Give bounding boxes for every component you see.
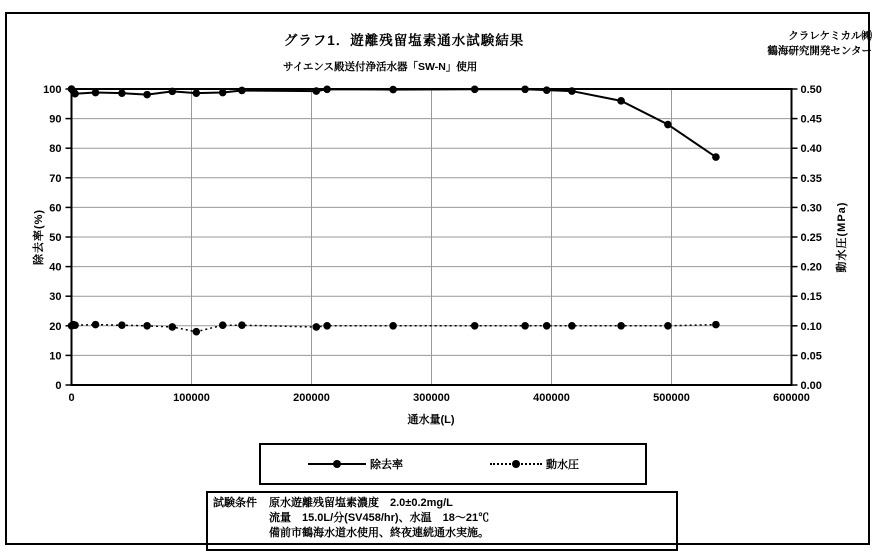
data-point-marker xyxy=(664,322,672,330)
data-point-marker xyxy=(712,153,720,161)
x-tick-label: 500000 xyxy=(653,392,690,404)
chart-title: グラフ1．遊離残留塩素通水試験結果 xyxy=(283,33,525,48)
test-conditions-text xyxy=(269,496,489,546)
x-tick-label: 600000 xyxy=(773,392,810,404)
chart-subtitle: サイエンス殿送付浄活水器「SW-N」使用 xyxy=(283,61,478,73)
legend xyxy=(259,443,647,485)
data-point-marker xyxy=(389,86,397,94)
data-point-marker xyxy=(471,322,479,330)
condition-line-2: 流量 15.0L/分(SV458/hr)、水温 18～21℃ xyxy=(269,512,490,524)
data-point-marker xyxy=(664,121,672,129)
x-tick-label: 300000 xyxy=(413,392,450,404)
data-point-marker xyxy=(389,322,397,330)
data-point-marker xyxy=(71,90,79,98)
data-point-marker xyxy=(71,321,79,329)
data-point-marker xyxy=(193,328,201,336)
organization-line2: 鶴海研究開発センター xyxy=(767,45,872,57)
x-tick-label: 400000 xyxy=(533,392,570,404)
data-point-marker xyxy=(118,89,126,97)
data-point-marker xyxy=(219,89,227,97)
dotted-line-circle-marker-icon xyxy=(490,460,542,469)
condition-line-1: 原水遊離残留塩素濃度 2.0±0.2mg/L xyxy=(269,497,453,509)
data-point-marker xyxy=(92,321,100,329)
right-axis-title: 動水圧(MPa) xyxy=(836,201,848,273)
left-tick-label: 70 xyxy=(49,172,62,185)
data-point-marker xyxy=(193,89,201,97)
data-point-marker xyxy=(323,85,331,93)
left-tick-label: 80 xyxy=(49,143,62,156)
data-point-marker xyxy=(543,86,551,94)
legend-label-removal-rate: 除去率 xyxy=(370,459,403,471)
data-point-marker xyxy=(313,87,321,95)
test-conditions-label: 試験条件 xyxy=(213,497,257,509)
data-point-marker xyxy=(118,321,126,329)
left-axis-title: 除去率(%) xyxy=(33,208,45,266)
data-point-marker xyxy=(617,97,625,105)
left-tick-label: 100 xyxy=(43,84,62,96)
data-point-marker xyxy=(169,323,177,331)
left-tick-label: 20 xyxy=(49,320,62,333)
data-point-marker xyxy=(543,322,551,330)
left-tick-label: 40 xyxy=(49,261,62,274)
data-point-marker xyxy=(568,87,576,95)
legend-label-dynamic-pressure: 動水圧 xyxy=(546,459,579,471)
data-point-marker xyxy=(617,322,625,330)
data-point-marker xyxy=(323,322,331,330)
x-tick-label: 200000 xyxy=(293,392,330,404)
data-point-marker xyxy=(169,88,177,96)
data-point-marker xyxy=(568,322,576,330)
right-tick-label: 0.10 xyxy=(800,320,822,333)
x-tick-label: 0 xyxy=(68,392,75,404)
right-tick-label: 0.15 xyxy=(800,291,822,304)
left-tick-label: 50 xyxy=(49,232,62,244)
data-point-marker xyxy=(143,91,151,99)
right-tick-label: 0.50 xyxy=(800,84,822,96)
x-axis-title: 通水量(L) xyxy=(407,414,455,426)
right-tick-label: 0.40 xyxy=(800,143,822,156)
left-tick-label: 10 xyxy=(49,350,62,363)
data-point-marker xyxy=(521,322,529,330)
right-tick-label: 0.00 xyxy=(800,380,822,392)
data-point-marker xyxy=(143,322,151,330)
organization-line1: クラレケミカル㈱ xyxy=(788,30,872,42)
right-tick-label: 0.25 xyxy=(800,232,822,244)
x-tick-label: 100000 xyxy=(173,392,210,404)
right-tick-label: 0.30 xyxy=(800,202,822,215)
data-point-marker xyxy=(238,87,246,95)
solid-line-circle-marker-icon xyxy=(308,460,366,469)
data-point-marker xyxy=(238,321,246,329)
data-point-marker xyxy=(471,85,479,93)
data-point-marker xyxy=(521,85,529,93)
left-tick-label: 30 xyxy=(49,291,62,304)
data-point-marker xyxy=(92,89,100,97)
data-point-marker xyxy=(313,323,321,331)
right-tick-label: 0.05 xyxy=(800,350,822,363)
test-conditions-box xyxy=(206,491,678,551)
condition-line-3: 備前市鶴海水道水使用、終夜連続通水実施。 xyxy=(269,527,489,539)
left-tick-label: 0 xyxy=(55,380,62,392)
data-point-marker xyxy=(712,321,720,329)
left-tick-label: 60 xyxy=(49,202,62,215)
legend-entry-dynamic-pressure xyxy=(490,456,579,472)
right-tick-label: 0.35 xyxy=(800,172,822,185)
right-tick-label: 0.45 xyxy=(800,113,822,126)
right-tick-label: 0.20 xyxy=(800,261,822,274)
data-point-marker xyxy=(219,321,227,329)
legend-entry-removal-rate xyxy=(308,456,403,472)
left-tick-label: 90 xyxy=(49,113,62,126)
